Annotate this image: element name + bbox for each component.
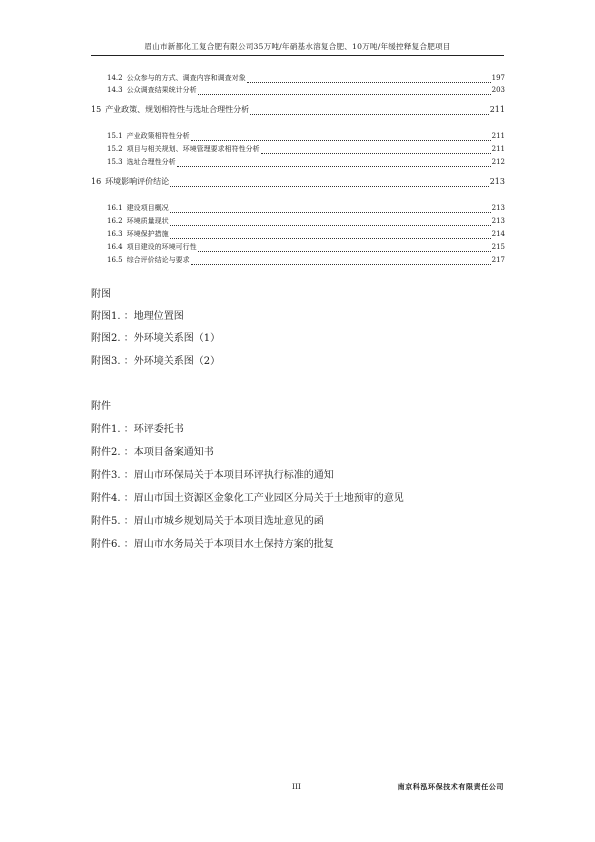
toc-entry-number: 14.3 xyxy=(107,86,123,94)
toc-entry-title: 公众调查结果统计分析 xyxy=(126,86,197,94)
toc-entry-number: 15.1 xyxy=(107,132,123,140)
toc-entry[interactable] xyxy=(91,105,505,115)
toc-entry-page: 213 xyxy=(489,177,505,186)
footer-company-name: 南京科泓环保技术有限责任公司 xyxy=(397,782,504,791)
toc-leader-dots xyxy=(191,258,491,265)
toc-entry-number: 16.4 xyxy=(107,243,123,251)
attachment-item[interactable]: 附件6. ：眉山市水务局关于本项目水土保持方案的批复 xyxy=(91,539,334,550)
toc-entry-title: 建设项目概况 xyxy=(126,204,169,212)
toc-entry-title: 产业政策相符性分析 xyxy=(126,132,190,140)
toc-entry-page: 211 xyxy=(491,145,505,153)
toc-leader-dots xyxy=(250,108,489,115)
toc-entry[interactable] xyxy=(107,203,505,213)
toc-entry[interactable] xyxy=(107,216,505,226)
toc-entry[interactable] xyxy=(107,229,505,239)
toc-entry-number: 16.1 xyxy=(107,204,123,212)
figure-item[interactable]: 附图1. ：地理位置图 xyxy=(91,311,184,322)
toc-entry-page: 203 xyxy=(491,86,505,94)
toc-entry[interactable] xyxy=(107,157,505,167)
toc-entry-number: 15 xyxy=(91,105,102,114)
toc-entry-page: 213 xyxy=(491,217,505,225)
toc-entry[interactable] xyxy=(91,177,505,187)
attachment-item[interactable]: 附件5. ：眉山市城乡规划局关于本项目选址意见的函 xyxy=(91,516,324,527)
toc-entry-title: 公众参与的方式、调查内容和调查对象 xyxy=(126,74,246,82)
toc-entry[interactable] xyxy=(107,131,505,141)
toc-entry[interactable] xyxy=(107,73,505,83)
figures-heading: 附图 xyxy=(91,289,111,300)
toc-entry-page: 211 xyxy=(489,105,505,114)
toc-leader-dots xyxy=(198,245,491,252)
toc-entry-page: 217 xyxy=(491,256,505,264)
figure-item[interactable]: 附图3. ：外环境关系图（2） xyxy=(91,356,221,367)
toc-entry-title: 环境质量现状 xyxy=(126,217,169,225)
attachment-item[interactable]: 附件4. ：眉山市国土资源区金象化工产业园区分局关于土地预审的意见 xyxy=(91,493,404,504)
attachment-item[interactable]: 附件3. ：眉山市环保局关于本项目环评执行标准的通知 xyxy=(91,470,334,481)
toc-entry-page: 197 xyxy=(491,74,505,82)
toc-entry-number: 16 xyxy=(91,177,102,186)
toc-leader-dots xyxy=(170,232,491,239)
toc-leader-dots xyxy=(177,160,491,167)
toc-entry-page: 215 xyxy=(491,243,505,251)
toc-entry-title: 环境影响评价结论 xyxy=(105,177,170,186)
toc-leader-dots xyxy=(170,219,491,226)
toc-leader-dots xyxy=(261,147,491,154)
toc-entry[interactable] xyxy=(107,144,505,154)
toc-entry-number: 16.5 xyxy=(107,256,123,264)
toc-leader-dots xyxy=(170,180,489,187)
toc-entry-title: 环境保护措施 xyxy=(126,230,169,238)
toc-entry-title: 项目与相关规划、环境管理要求相符性分析 xyxy=(126,145,260,153)
toc-entry-title: 项目建设的环境可行性 xyxy=(126,243,197,251)
toc-leader-dots xyxy=(198,88,491,95)
header-divider xyxy=(91,55,504,56)
toc-entry[interactable] xyxy=(107,85,505,95)
toc-entry-number: 16.2 xyxy=(107,217,123,225)
toc-entry-title: 选址合理性分析 xyxy=(126,158,176,166)
attachment-item[interactable]: 附件2. ：本项目备案通知书 xyxy=(91,447,214,458)
toc-entry-page: 214 xyxy=(491,230,505,238)
toc-entry-number: 14.2 xyxy=(107,74,123,82)
toc-leader-dots xyxy=(247,76,491,83)
footer-page-number: III xyxy=(292,782,301,791)
toc-leader-dots xyxy=(170,206,491,213)
toc-entry-number: 15.2 xyxy=(107,145,123,153)
attachment-item[interactable]: 附件1. ：环评委托书 xyxy=(91,424,184,435)
toc-entry-number: 16.3 xyxy=(107,230,123,238)
toc-entry[interactable] xyxy=(107,255,505,265)
toc-entry-title: 产业政策、规划相符性与选址合理性分析 xyxy=(105,105,250,114)
toc-entry-page: 213 xyxy=(491,204,505,212)
toc-entry[interactable] xyxy=(107,242,505,252)
page-header-title: 眉山市新都化工复合肥有限公司35万吨/年硝基水溶复合肥、10万吨/年缓控释复合肥项目 xyxy=(144,42,451,51)
toc-entry-page: 211 xyxy=(491,132,505,140)
toc-entry-page: 212 xyxy=(491,158,505,166)
toc-entry-number: 15.3 xyxy=(107,158,123,166)
toc-entry-title: 综合评价结论与要求 xyxy=(126,256,190,264)
figure-item[interactable]: 附图2. ：外环境关系图（1） xyxy=(91,333,221,344)
attachments-heading: 附件 xyxy=(91,401,111,412)
toc-leader-dots xyxy=(191,134,491,141)
